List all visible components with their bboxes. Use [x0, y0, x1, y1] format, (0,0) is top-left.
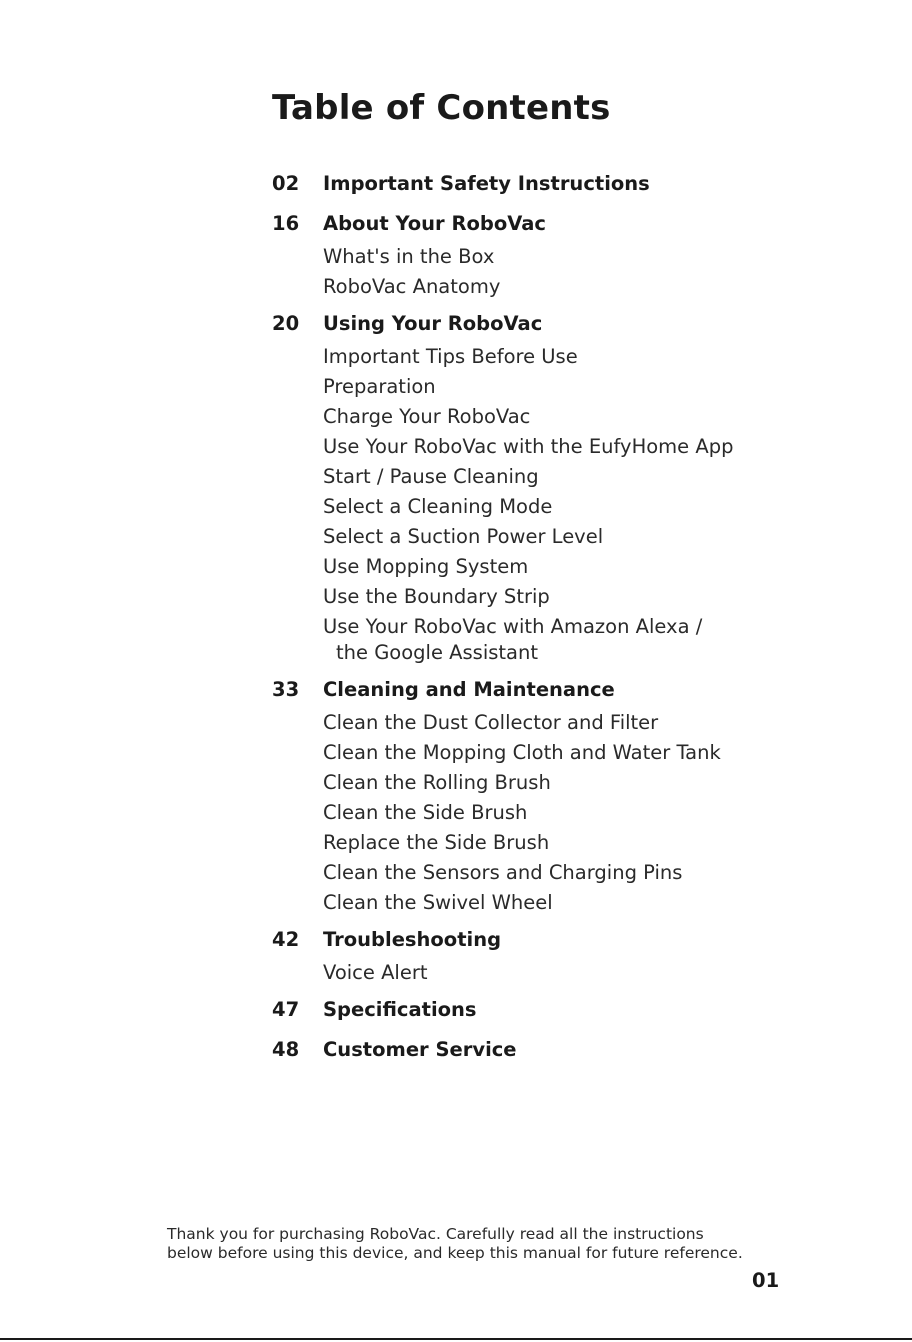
toc-subsection-item[interactable]: Use the Boundary Strip	[323, 585, 550, 608]
toc-section-heading[interactable]	[272, 172, 832, 202]
toc-page-number: 48	[272, 1038, 300, 1061]
toc-section-heading[interactable]	[272, 678, 832, 708]
toc-section-using	[272, 312, 832, 668]
toc-section-troubleshooting	[272, 928, 832, 988]
toc-page-number: 33	[272, 678, 300, 701]
toc-section-specifications	[272, 998, 832, 1028]
toc-page-number: 20	[272, 312, 300, 335]
table-of-contents	[272, 172, 832, 1078]
footer-note-line: Thank you for purchasing RoboVac. Carefully read all the instructions	[167, 1225, 704, 1243]
toc-subsection-item-alexa[interactable]	[323, 612, 763, 668]
page-number: 01	[752, 1269, 780, 1292]
toc-subsection-item[interactable]: Replace the Side Brush	[323, 831, 550, 854]
toc-section-heading[interactable]	[272, 1038, 832, 1068]
toc-subsection-line-continued: the Google Assistant	[336, 641, 538, 664]
toc-section-title: About Your RoboVac	[323, 212, 546, 235]
toc-section-heading[interactable]	[272, 928, 832, 958]
toc-section-customer-service	[272, 1038, 832, 1068]
toc-subsection-line: Use Your RoboVac with Amazon Alexa /	[323, 615, 703, 638]
toc-subsection-item[interactable]: Clean the Dust Collector and Filter	[323, 711, 659, 734]
toc-section-heading[interactable]	[272, 312, 832, 342]
toc-section-title: Specifications	[323, 998, 477, 1021]
toc-page-number: 16	[272, 212, 300, 235]
toc-section-cleaning	[272, 678, 832, 918]
toc-subsection-list	[272, 958, 832, 988]
toc-subsection-item[interactable]: Voice Alert	[323, 961, 428, 984]
toc-subsection-item[interactable]: Clean the Sensors and Charging Pins	[323, 861, 683, 884]
toc-subsection-item[interactable]: Clean the Rolling Brush	[323, 771, 551, 794]
toc-section-title: Cleaning and Maintenance	[323, 678, 615, 701]
toc-subsection-item[interactable]: Clean the Swivel Wheel	[323, 891, 553, 914]
toc-section-heading[interactable]	[272, 998, 832, 1028]
toc-section-title: Troubleshooting	[323, 928, 502, 951]
toc-page-number: 02	[272, 172, 300, 195]
toc-subsection-item[interactable]: Start / Pause Cleaning	[323, 465, 539, 488]
toc-subsection-item[interactable]: What's in the Box	[323, 245, 495, 268]
toc-subsection-item[interactable]: Use Mopping System	[323, 555, 529, 578]
toc-section-heading[interactable]	[272, 212, 832, 242]
toc-subsection-item[interactable]: Important Tips Before Use	[323, 345, 578, 368]
toc-page-number: 47	[272, 998, 300, 1021]
toc-section-safety	[272, 172, 832, 202]
toc-subsection-list	[272, 342, 832, 668]
toc-section-about	[272, 212, 832, 302]
bottom-divider	[0, 1338, 912, 1340]
toc-subsection-item[interactable]: Select a Cleaning Mode	[323, 495, 553, 518]
toc-subsection-item[interactable]: RoboVac Anatomy	[323, 275, 501, 298]
toc-subsection-item[interactable]: Clean the Side Brush	[323, 801, 528, 824]
toc-subsection-item[interactable]: Clean the Mopping Cloth and Water Tank	[323, 741, 721, 764]
page-title: Table of Contents	[272, 88, 611, 128]
toc-subsection-item[interactable]: Select a Suction Power Level	[323, 525, 604, 548]
toc-subsection-item[interactable]: Preparation	[323, 375, 436, 398]
toc-subsection-list	[272, 242, 832, 302]
footer-note-line: below before using this device, and keep this manual for future reference.	[167, 1244, 743, 1262]
footer-note	[167, 1225, 787, 1263]
toc-section-title: Customer Service	[323, 1038, 517, 1061]
toc-section-title: Using Your RoboVac	[323, 312, 543, 335]
toc-page-number: 42	[272, 928, 300, 951]
toc-subsection-item[interactable]: Charge Your RoboVac	[323, 405, 531, 428]
toc-section-title: Important Safety Instructions	[323, 172, 650, 195]
toc-subsection-list	[272, 708, 832, 918]
toc-subsection-item[interactable]: Use Your RoboVac with the EufyHome App	[323, 435, 734, 458]
